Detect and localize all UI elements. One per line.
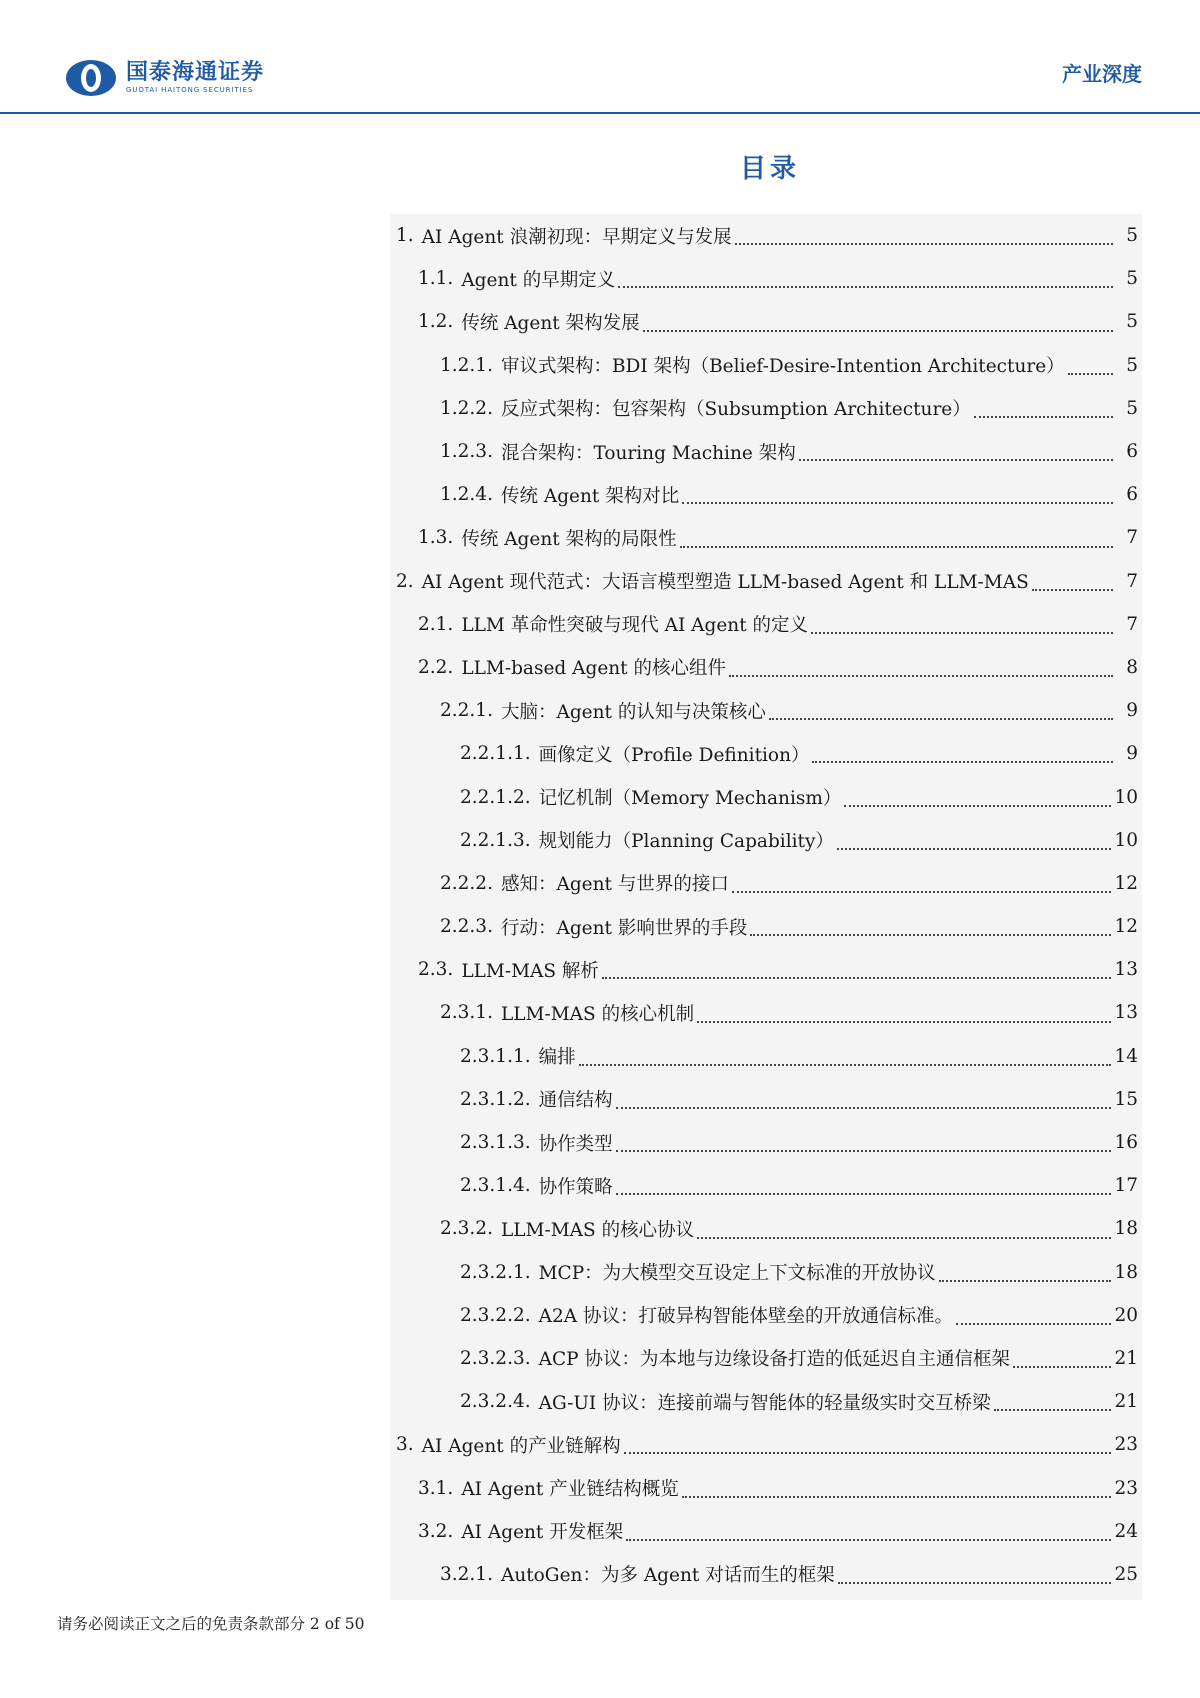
toc-entry[interactable] (390, 1553, 1142, 1596)
toc-entry-number: 3.1. (418, 1477, 454, 1499)
toc-entry-page: 13 (1114, 1002, 1138, 1024)
toc-entry-title: 画像定义（Profile Definition） (538, 744, 810, 766)
toc-dot-leader (729, 675, 1113, 677)
toc-dot-leader (697, 1021, 1111, 1023)
toc-dot-leader (838, 1582, 1112, 1584)
toc-entry-page: 9 (1126, 700, 1138, 722)
toc-entry-page: 5 (1126, 311, 1138, 333)
toc-entry-page: 5 (1126, 354, 1138, 376)
toc-entry-number: 2.3.1.4. (460, 1175, 531, 1197)
toc-dot-leader (974, 416, 1113, 418)
toc-entry-number: 1.2.3. (440, 441, 493, 463)
toc-entry[interactable] (390, 214, 1142, 257)
toc-entry-number: 2.2.1. (440, 700, 493, 722)
toc-dot-leader (618, 286, 1113, 288)
toc-entry-page: 7 (1126, 613, 1138, 635)
logo-emblem-icon (66, 60, 116, 96)
toc-entry-number: 2.3.1.3. (460, 1132, 531, 1154)
toc-entry-title: 编排 (538, 1047, 576, 1069)
toc-entry-page: 12 (1114, 916, 1138, 938)
toc-dot-leader (735, 243, 1113, 245)
toc-entry[interactable] (390, 646, 1142, 689)
toc-entry-number: 1.1. (418, 268, 454, 290)
toc-entry-page: 5 (1126, 268, 1138, 290)
toc-entry-number: 2.2.3. (440, 916, 493, 938)
toc-entry-title: 混合架构：Touring Machine 架构 (500, 442, 796, 464)
toc-entry-page: 15 (1114, 1088, 1138, 1110)
toc-entry-page: 12 (1114, 872, 1138, 894)
toc-entry[interactable] (390, 732, 1142, 775)
toc-entry[interactable] (390, 862, 1142, 905)
toc-entry-page: 6 (1126, 441, 1138, 463)
page-header (0, 0, 1200, 114)
toc-entry-number: 2.2.1.1. (460, 743, 531, 765)
toc-entry[interactable] (390, 300, 1142, 343)
toc-dot-leader (956, 1323, 1111, 1325)
toc-entry-title: 传统 Agent 架构的局限性 (461, 528, 677, 550)
toc-entry-title: 传统 Agent 架构对比 (500, 485, 680, 507)
toc-dot-leader (799, 459, 1113, 461)
toc-entry[interactable] (390, 473, 1142, 516)
toc-entry-page: 7 (1126, 570, 1138, 592)
toc-entry-page: 5 (1126, 225, 1138, 247)
company-logo (66, 60, 264, 96)
toc-entry-number: 3. (396, 1434, 414, 1456)
toc-entry-page: 14 (1114, 1045, 1138, 1067)
toc-entry-page: 13 (1114, 959, 1138, 981)
toc-entry-title: MCP：为大模型交互设定上下文标准的开放协议 (538, 1263, 936, 1285)
toc-entry-number: 2.2.1.2. (460, 786, 531, 808)
toc-entry-number: 1.2.2. (440, 397, 493, 419)
toc-entry[interactable] (390, 603, 1142, 646)
toc-entry-page: 25 (1114, 1563, 1138, 1585)
toc-entry-page: 6 (1126, 484, 1138, 506)
page-footer: 请务必阅读正文之后的免责条款部分 2 of 50 (57, 1615, 365, 1633)
toc-entry[interactable] (390, 689, 1142, 732)
toc-entry-number: 2.2. (418, 656, 454, 678)
toc-entry-number: 1.2.4. (440, 484, 493, 506)
toc-dot-leader (602, 977, 1112, 979)
toc-entry-title: AutoGen：为多 Agent 对话而生的框架 (500, 1565, 835, 1587)
toc-entry-number: 1.2. (418, 311, 454, 333)
toc-entry-number: 2.3.2.4. (460, 1391, 531, 1413)
toc-entry-number: 2.2.1.3. (460, 829, 531, 851)
toc-entry[interactable] (390, 1337, 1142, 1380)
toc-entry-page: 10 (1114, 829, 1138, 851)
toc-entry-number: 2.2.2. (440, 872, 493, 894)
toc-entry-title: 审议式架构：BDI 架构（Belief-Desire-Intention Architecture） (500, 356, 1065, 378)
report-type-label: 产业深度 (1062, 62, 1142, 86)
toc-entry-number: 2.1. (418, 613, 454, 635)
toc-entry-page: 20 (1114, 1304, 1138, 1326)
toc-entry-page: 23 (1114, 1477, 1138, 1499)
toc-dot-leader (624, 1452, 1112, 1454)
toc-dot-leader (1068, 373, 1113, 375)
toc-title: 目录 (739, 154, 800, 184)
toc-entry-page: 7 (1126, 527, 1138, 549)
toc-entry[interactable] (390, 344, 1142, 387)
toc-entry[interactable] (390, 1035, 1142, 1078)
toc-entry-title: AI Agent 产业链结构概览 (461, 1479, 679, 1501)
toc-entry-title: ACP 协议：为本地与边缘设备打造的低延迟自主通信框架 (538, 1349, 1010, 1371)
toc-entry-number: 1. (396, 225, 414, 247)
toc-entry[interactable] (390, 1121, 1142, 1164)
toc-entry[interactable] (390, 257, 1142, 300)
toc-entry-number: 2.3.2.1. (460, 1261, 531, 1283)
toc-entry-title: Agent 的早期定义 (461, 269, 616, 291)
toc-entry-number: 2.3.1.1. (460, 1045, 531, 1067)
toc-entry-title: 记忆机制（Memory Mechanism） (538, 788, 842, 810)
toc-entry-title: AI Agent 现代范式：大语言模型塑造 LLM-based Agent 和 LLM-MAS (421, 572, 1029, 594)
toc-entry-page: 21 (1114, 1391, 1138, 1413)
toc-entry-title: LLM-MAS 解析 (461, 960, 599, 982)
toc-dot-leader (844, 805, 1111, 807)
toc-entry-number: 1.2.1. (440, 354, 493, 376)
toc-entry-page: 9 (1126, 743, 1138, 765)
toc-entry-title: AI Agent 开发框架 (461, 1522, 624, 1544)
toc-entry-title: AI Agent 浪潮初现：早期定义与发展 (421, 226, 732, 248)
toc-dot-leader (769, 718, 1113, 720)
toc-entry[interactable] (390, 1380, 1142, 1423)
toc-entry-number: 1.3. (418, 527, 454, 549)
toc-dot-leader (812, 761, 1113, 763)
logo-name-cn: 国泰海通证券 (126, 60, 265, 85)
toc-dot-leader (939, 1280, 1112, 1282)
toc-entry-title: 协作类型 (538, 1133, 613, 1155)
toc-dot-leader (1013, 1366, 1111, 1368)
toc-entry-title: 感知：Agent 与世界的接口 (500, 874, 729, 896)
toc-entry[interactable] (390, 1078, 1142, 1121)
toc-entry[interactable] (390, 1251, 1142, 1294)
toc-dot-leader (1032, 589, 1113, 591)
toc-dot-leader (837, 848, 1112, 850)
toc-entry[interactable] (390, 387, 1142, 430)
toc-entry-title: LLM-MAS 的核心协议 (500, 1219, 695, 1241)
toc-entry-number: 2.3. (418, 959, 454, 981)
toc-entry[interactable] (390, 1207, 1142, 1250)
toc-entry[interactable] (390, 1510, 1142, 1553)
toc-dot-leader (750, 934, 1111, 936)
toc-entry-title: LLM-MAS 的核心机制 (500, 1003, 695, 1025)
toc-entry-title: LLM 革命性突破与现代 AI Agent 的定义 (461, 615, 809, 637)
toc-entry-title: LLM-based Agent 的核心组件 (461, 658, 726, 680)
toc-entry-title: AI Agent 的产业链解构 (421, 1435, 621, 1457)
toc-entry[interactable] (390, 991, 1142, 1034)
toc-entry-number: 2.3.2.2. (460, 1304, 531, 1326)
toc-entry-page: 24 (1114, 1520, 1138, 1542)
toc-dot-leader (616, 1193, 1112, 1195)
toc-entry-page: 17 (1114, 1175, 1138, 1197)
toc-entry-number: 3.2.1. (440, 1563, 493, 1585)
toc-entry-number: 2.3.1. (440, 1002, 493, 1024)
toc-dot-leader (626, 1539, 1111, 1541)
toc-dot-leader (579, 1064, 1112, 1066)
toc-entry-page: 16 (1114, 1132, 1138, 1154)
toc-entry[interactable] (390, 948, 1142, 991)
logo-name-en: GUOTAI HAITONG SECURITIES (126, 86, 254, 94)
toc-entry-title: A2A 协议：打破异构智能体壁垒的开放通信标准。 (538, 1306, 953, 1328)
toc-entry-page: 23 (1114, 1434, 1138, 1456)
toc-dot-leader (616, 1150, 1112, 1152)
toc-entry[interactable] (390, 905, 1142, 948)
toc-entry-title: 行动：Agent 影响世界的手段 (500, 917, 748, 939)
toc-entry-title: 反应式架构：包容架构（Subsumption Architecture） (500, 399, 971, 421)
toc-entry[interactable] (390, 1466, 1142, 1509)
toc-entry-title: 通信结构 (538, 1090, 613, 1112)
toc-entry-page: 10 (1114, 786, 1138, 808)
toc-entry-title: 传统 Agent 架构发展 (461, 312, 640, 334)
toc-dot-leader (811, 632, 1113, 634)
toc-dot-leader (643, 330, 1113, 332)
toc-dot-leader (682, 1496, 1112, 1498)
toc-entry[interactable] (390, 560, 1142, 603)
toc-entry-number: 2.3.1.2. (460, 1088, 531, 1110)
toc-entry-page: 8 (1126, 656, 1138, 678)
toc-dot-leader (732, 891, 1112, 893)
toc-entry-page: 5 (1126, 397, 1138, 419)
toc-entry-title: 规划能力（Planning Capability） (538, 831, 834, 853)
toc-entry[interactable] (390, 775, 1142, 818)
toc-entry-title: 协作策略 (538, 1176, 613, 1198)
toc-entry[interactable] (390, 1164, 1142, 1207)
toc-entry[interactable] (390, 819, 1142, 862)
toc-dot-leader (994, 1409, 1112, 1411)
toc-dot-leader (680, 546, 1113, 548)
toc-dot-leader (697, 1237, 1111, 1239)
toc-entry-page: 21 (1114, 1347, 1138, 1369)
toc-entry[interactable] (390, 430, 1142, 473)
toc-entry-page: 18 (1114, 1261, 1138, 1283)
toc-entry[interactable] (390, 516, 1142, 559)
toc-entry-title: 大脑：Agent 的认知与决策核心 (500, 701, 766, 723)
toc-entry-title: AG-UI 协议：连接前端与智能体的轻量级实时交互桥梁 (538, 1392, 991, 1414)
toc-entry-number: 2.3.2. (440, 1218, 493, 1240)
toc-entry[interactable] (390, 1294, 1142, 1337)
toc-entry-number: 2.3.2.3. (460, 1347, 531, 1369)
toc-list (390, 214, 1142, 1596)
toc-dot-leader (616, 1107, 1112, 1109)
toc-entry-number: 3.2. (418, 1520, 454, 1542)
toc-entry-number: 2. (396, 570, 414, 592)
toc-entry-page: 18 (1114, 1218, 1138, 1240)
toc-dot-leader (682, 502, 1113, 504)
toc-entry[interactable] (390, 1423, 1142, 1466)
